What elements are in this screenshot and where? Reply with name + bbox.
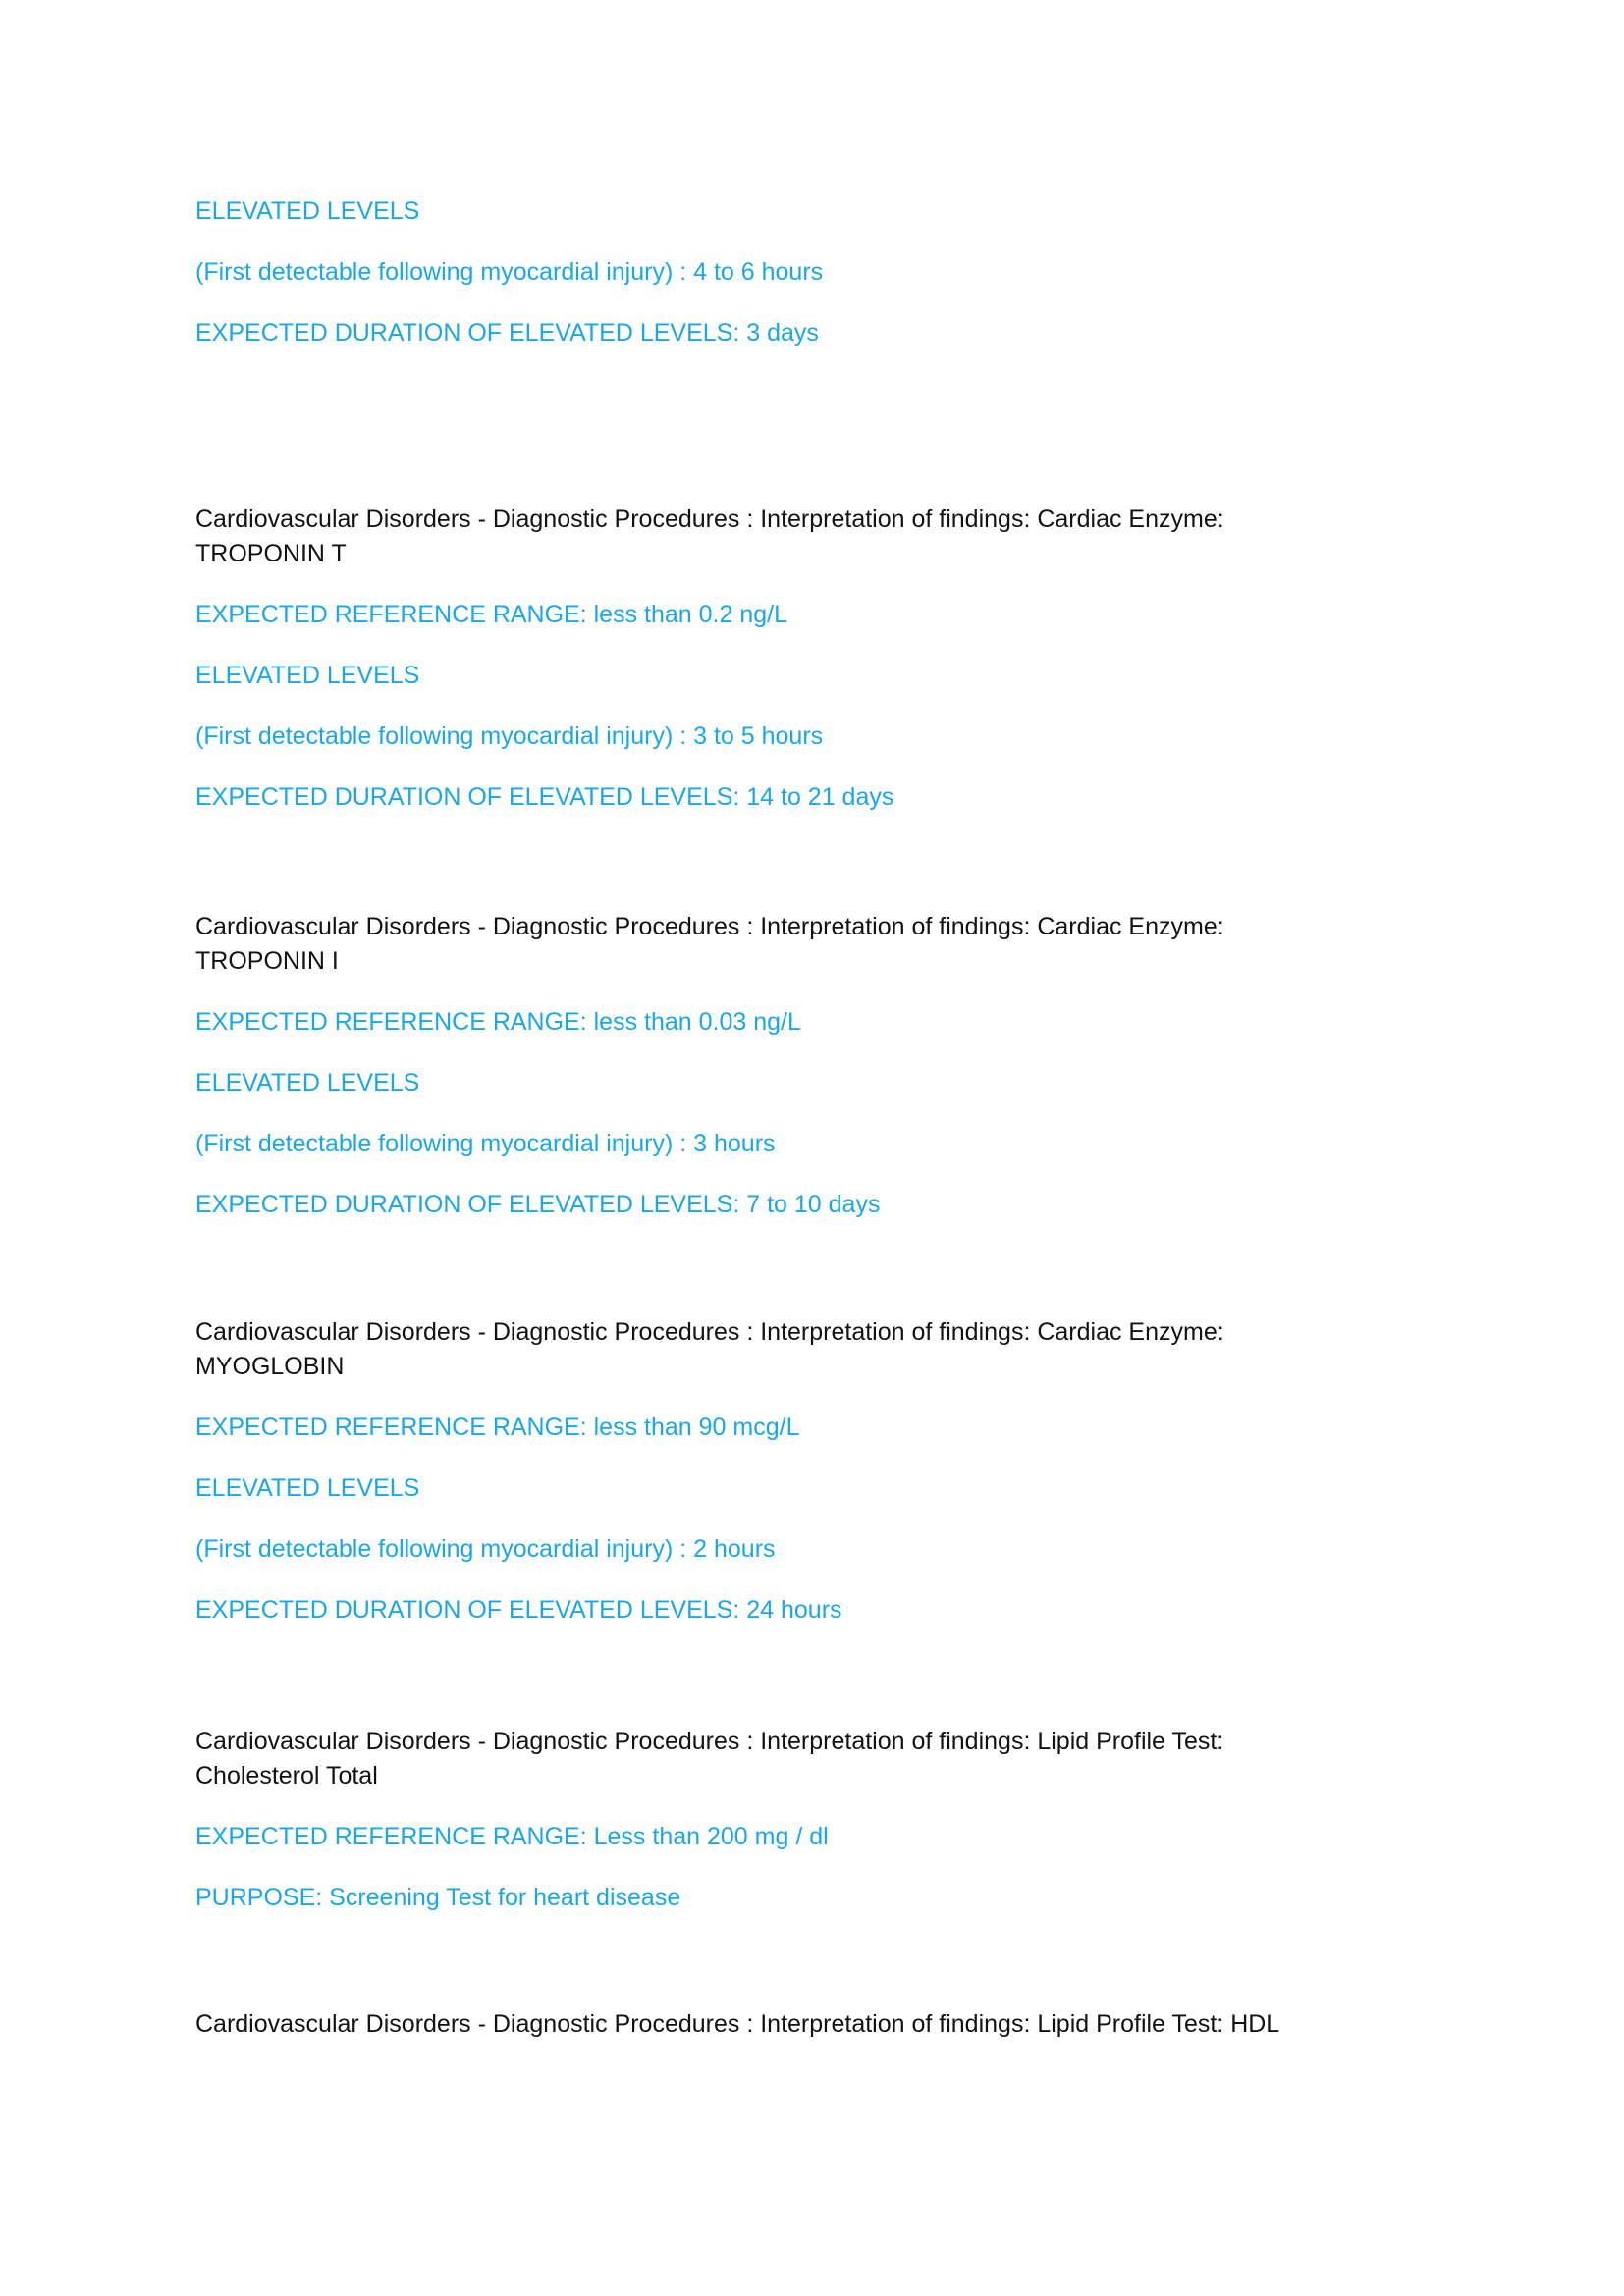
section-hdl: [195, 2007, 1435, 2068]
line-elevated-levels: ELEVATED LEVELS: [195, 197, 420, 225]
section-gap: [195, 841, 1435, 910]
line-first-detectable: (First detectable following myocardial injury) : 3 to 5 hours: [195, 722, 824, 750]
section-gap: [195, 1249, 1435, 1315]
heading-line-1: Cardiovascular Disorders - Diagnostic Procedures : Interpretation of findings: Cardiac Enzyme:: [195, 913, 1224, 940]
line-expected-duration: EXPECTED DURATION OF ELEVATED LEVELS: 24 hours: [195, 1596, 842, 1624]
heading-line-2: TROPONIN I: [195, 947, 339, 975]
section-troponin-t: [195, 503, 1435, 841]
section-gap: [195, 1654, 1435, 1725]
section-myoglobin: [195, 1315, 1435, 1654]
heading-line-2: MYOGLOBIN: [195, 1353, 345, 1380]
line-expected-duration: EXPECTED DURATION OF ELEVATED LEVELS: 14 to 21 days: [195, 783, 894, 811]
line-expected-reference-range: EXPECTED REFERENCE RANGE: less than 0.2 ng/L: [195, 601, 787, 628]
section-heading: [195, 1725, 1435, 1820]
section-cholesterol-total: [195, 1725, 1435, 1942]
section-heading: [195, 503, 1435, 598]
section-heading: [195, 2007, 1435, 2068]
line-expected-duration: EXPECTED DURATION OF ELEVATED LEVELS: 7 to 10 days: [195, 1191, 881, 1218]
heading-line-1: Cardiovascular Disorders - Diagnostic Procedures : Interpretation of findings: Cardiac Enzyme:: [195, 506, 1224, 533]
heading-line-1: Cardiovascular Disorders - Diagnostic Procedures : Interpretation of findings: Lipid Profile Test:: [195, 1728, 1224, 1755]
section-heading: [195, 910, 1435, 1005]
section-gap: [195, 1942, 1435, 2007]
section-troponin-i: [195, 910, 1435, 1249]
heading-line-2: TROPONIN T: [195, 540, 347, 567]
line-first-detectable: (First detectable following myocardial injury) : 4 to 6 hours: [195, 258, 824, 286]
line-expected-duration: EXPECTED DURATION OF ELEVATED LEVELS: 3 days: [195, 319, 819, 347]
line-elevated-levels: ELEVATED LEVELS: [195, 662, 420, 689]
line-first-detectable: (First detectable following myocardial injury) : 3 hours: [195, 1130, 776, 1157]
heading-line-1: Cardiovascular Disorders - Diagnostic Procedures : Interpretation of findings: Lipid Profile Test: HDL: [195, 2010, 1280, 2038]
heading-line-2: Cholesterol Total: [195, 1762, 378, 1789]
line-expected-reference-range: EXPECTED REFERENCE RANGE: Less than 200 mg / dl: [195, 1823, 829, 1850]
line-expected-reference-range: EXPECTED REFERENCE RANGE: less than 0.03 ng/L: [195, 1008, 801, 1036]
line-expected-reference-range: EXPECTED REFERENCE RANGE: less than 90 mcg/L: [195, 1414, 800, 1441]
line-elevated-levels: ELEVATED LEVELS: [195, 1069, 420, 1096]
line-first-detectable: (First detectable following myocardial injury) : 2 hours: [195, 1535, 776, 1563]
section-cardiac-enzyme-continued: [195, 194, 1435, 377]
line-purpose: PURPOSE: Screening Test for heart disease: [195, 1884, 681, 1911]
section-heading: [195, 1315, 1435, 1411]
line-elevated-levels: ELEVATED LEVELS: [195, 1474, 420, 1502]
section-gap: [195, 377, 1435, 503]
heading-line-1: Cardiovascular Disorders - Diagnostic Procedures : Interpretation of findings: Cardiac Enzyme:: [195, 1318, 1224, 1346]
